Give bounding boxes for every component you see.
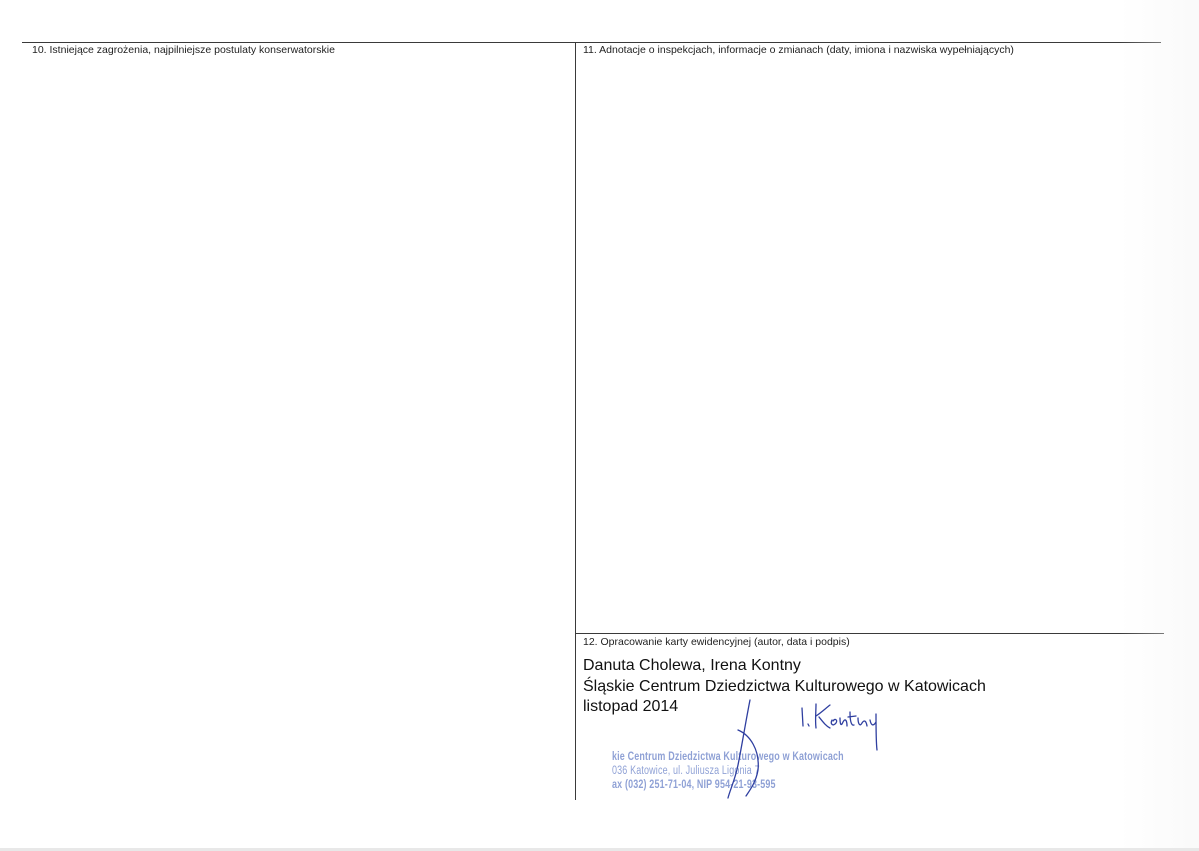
signature-mark-2 (802, 704, 877, 750)
stamp-line-1: kie Centrum Dziedzictwa Kulturowego w Katowicach (612, 751, 844, 763)
authors-institution: Śląskie Centrum Dziedzictwa Kulturowego w Katowicach (583, 678, 986, 695)
authors-names: Danuta Cholewa, Irena Kontny (583, 657, 801, 674)
handwritten-signatures (720, 690, 900, 800)
section-12-rule (575, 633, 1164, 634)
authors-date: listopad 2014 (583, 698, 679, 715)
top-rule (22, 42, 1161, 43)
scan-edge-shading (1119, 0, 1199, 851)
section-12-label: 12. Opracowanie karty ewidencyjnej (autor, data i podpis) (583, 636, 850, 648)
stamp-line-2: 036 Katowice, ul. Juliusza Ligonia 7 (612, 765, 760, 777)
section-11-label: 11. Adnotacje o inspekcjach, informacje o zmianach (daty, imiona i nazwiska wypełniających) (583, 44, 1014, 56)
section-10-label: 10. Istniejące zagrożenia, najpilniejsze postulaty konserwatorskie (32, 44, 335, 56)
signature-mark-1 (728, 700, 758, 798)
stamp-line-3: ax (032) 251-71-04, NIP 954-21-93-595 (612, 779, 776, 791)
column-divider (575, 42, 576, 800)
